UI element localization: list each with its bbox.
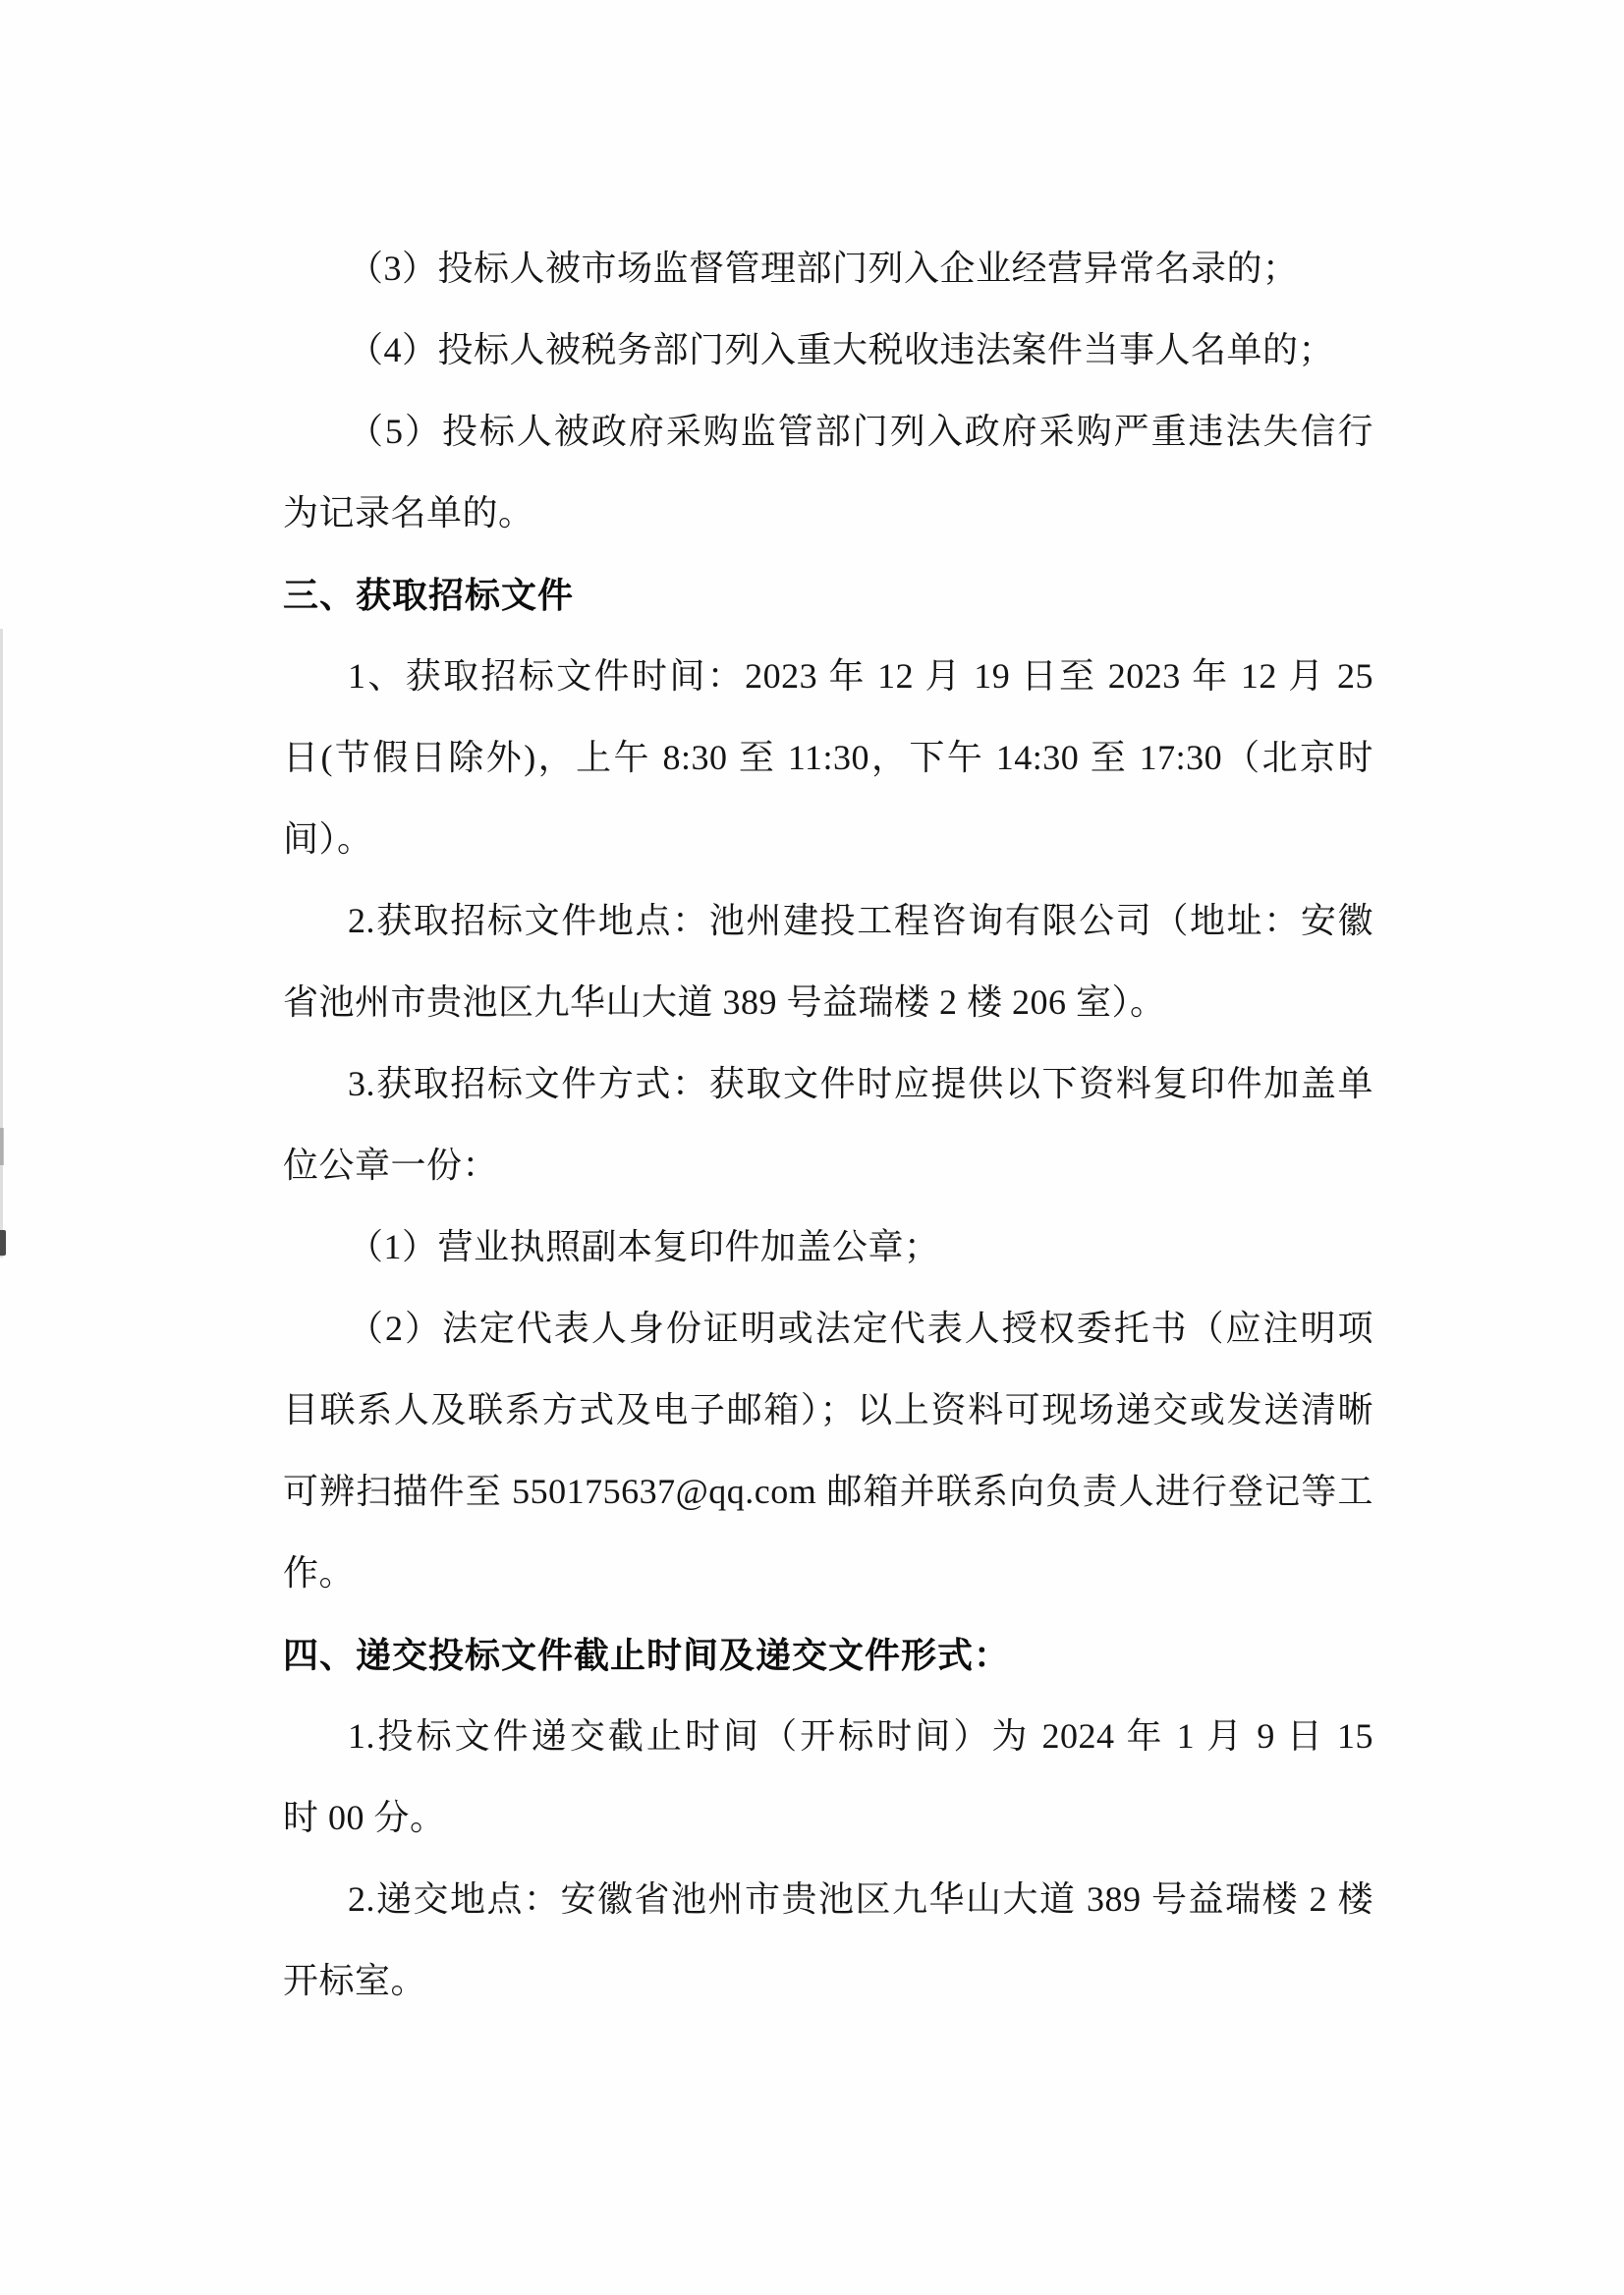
text-line: 作。: [283, 1553, 356, 1593]
text-line: 3.获取招标文件方式：获取文件时应提供以下资料复印件加盖单: [348, 1064, 1373, 1103]
document-body: [283, 228, 1373, 2022]
text-line: 可辨扫描件至 550175637@qq.com 邮箱并联系向负责人进行登记等工: [283, 1472, 1373, 1511]
text-line: 2.递交地点：安徽省池州市贵池区九华山大道 389 号益瑞楼 2 楼: [348, 1879, 1373, 1919]
text-line: 1.投标文件递交截止时间（开标时间）为 2024 年 1 月 9 日 15: [348, 1716, 1373, 1756]
scan-smudge-artifact: [0, 1128, 4, 1165]
text-line: 间）。: [283, 819, 373, 859]
section-heading: 三、获取招标文件: [283, 575, 575, 615]
text-line: （4）投标人被税务部门列入重大税收违法案件当事人名单的；: [348, 330, 1335, 369]
text-line: 为记录名单的。: [283, 493, 534, 532]
text-line: 2.获取招标文件地点：池州建投工程咨询有限公司（地址：安徽: [348, 901, 1373, 940]
scan-mark-artifact: [0, 1230, 6, 1256]
text-line: 1、获取招标文件时间：2023 年 12 月 19 日至 2023 年 12 月 25: [348, 656, 1373, 696]
text-line: 时 00 分。: [283, 1798, 446, 1837]
text-line: （2）法定代表人身份证明或法定代表人授权委托书（应注明项: [348, 1309, 1373, 1348]
section-heading: 四、递交投标文件截止时间及递交文件形式：: [283, 1635, 1011, 1675]
text-line: 开标室。: [283, 1961, 427, 2000]
text-line: 目联系人及联系方式及电子邮箱）；以上资料可现场递交或发送清晰: [283, 1390, 1373, 1429]
text-line: （1）营业执照副本复印件加盖公章；: [348, 1227, 940, 1266]
text-line: （3）投标人被市场监督管理部门列入企业经营异常名录的；: [348, 249, 1299, 288]
text-line: 日(节假日除外)，上午 8:30 至 11:30，下午 14:30 至 17:30（北京时: [283, 738, 1373, 777]
text-line: （5）投标人被政府采购监管部门列入政府采购严重违法失信行: [348, 412, 1373, 451]
text-line: 省池州市贵池区九华山大道 389 号益瑞楼 2 楼 206 室）。: [283, 982, 1166, 1022]
text-line: 位公章一份：: [283, 1146, 499, 1185]
